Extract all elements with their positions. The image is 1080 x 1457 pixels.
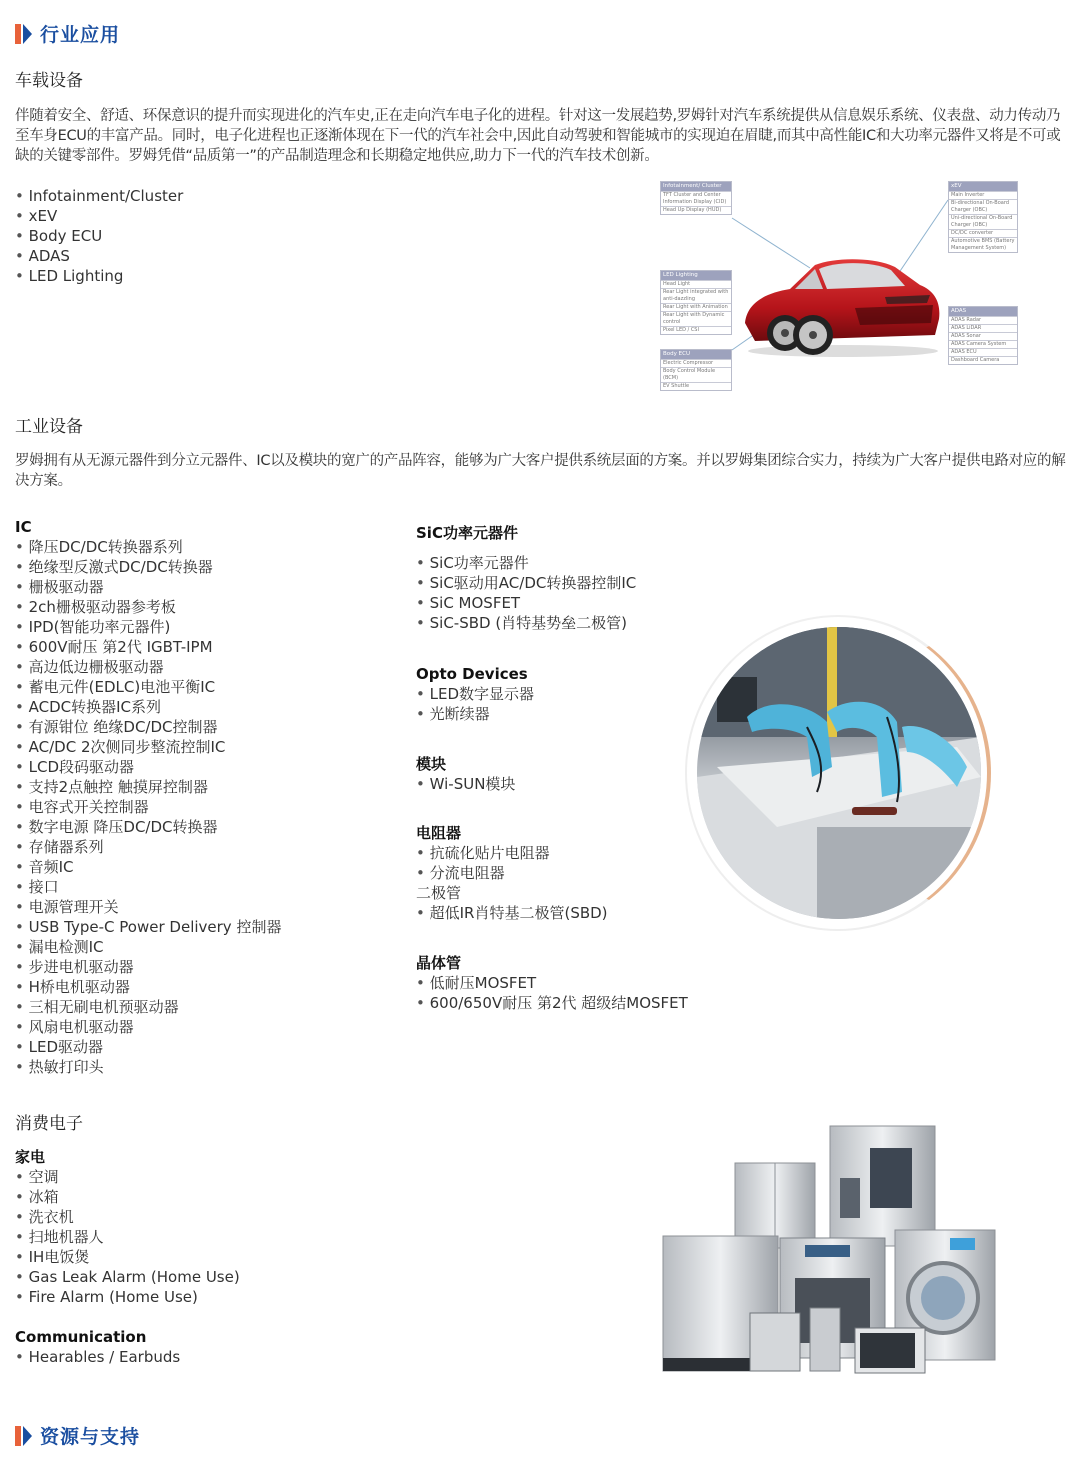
list-item: • 音频IC (15, 857, 281, 877)
list-item: • 600V耐压 第2代 IGBT-IPM (15, 637, 281, 657)
car-system-diagram (660, 178, 1025, 390)
list-item: • 漏电检测IC (15, 937, 281, 957)
list-item: • 热敏打印头 (15, 1057, 281, 1077)
section-marker-icon (15, 1426, 32, 1446)
group-heading: 晶体管 (416, 954, 462, 972)
list-item: • LCD段码驱动器 (15, 757, 281, 777)
list-item: • 降压DC/DC转换器系列 (15, 537, 281, 557)
list-item: • IH电饭煲 (15, 1247, 240, 1267)
group-heading: SiC功率元器件 (416, 524, 518, 542)
section-title: 行业应用 (40, 24, 121, 46)
module-list (416, 774, 515, 794)
factory-robot-image (685, 615, 995, 935)
list-item: • IPD(智能功率元器件) (15, 617, 281, 637)
list-item: • 存储器系列 (15, 837, 281, 857)
list-item: • 数字电源 降压DC/DC转换器 (15, 817, 281, 837)
communication-group (15, 1327, 180, 1367)
list-item: • xEV (15, 206, 183, 226)
list-item: • Gas Leak Alarm (Home Use) (15, 1267, 240, 1287)
group-heading: 家电 (15, 1148, 46, 1166)
list-item: • Infotainment/Cluster (15, 186, 183, 206)
section-header-resources (15, 1422, 140, 1449)
module-group (416, 754, 515, 794)
automotive-heading: 车载设备 (15, 71, 83, 91)
section-marker-icon (15, 24, 32, 44)
list-item: • ACDC转换器IC系列 (15, 697, 281, 717)
ic-list (15, 537, 281, 1077)
sic-group (416, 523, 636, 633)
list-item: • ADAS (15, 246, 183, 266)
communication-list (15, 1347, 180, 1367)
group-heading: Communication (15, 1328, 147, 1346)
diagram-box-led-lighting: LED Lighting Head Light Rear Light integrated with anti-dazzling Rear Light with Animation Rear Light with Dynamic control Pixel LED / CSI (660, 270, 732, 335)
list-item: • 有源钳位 绝缘DC/DC控制器 (15, 717, 281, 737)
list-item: • 抗硫化贴片电阻器 (416, 843, 608, 863)
list-item: • 电源管理开关 (15, 897, 281, 917)
list-item: • 2ch栅极驱动器参考板 (15, 597, 281, 617)
industrial-heading: 工业设备 (15, 417, 83, 437)
list-item: • 空调 (15, 1167, 240, 1187)
list-item: • 栅极驱动器 (15, 577, 281, 597)
opto-list (416, 684, 534, 724)
list-item: • SiC MOSFET (416, 593, 636, 613)
list-item: • 分流电阻器 (416, 863, 608, 883)
appliances-list (15, 1167, 240, 1307)
list-item: • 低耐压MOSFET (416, 973, 688, 993)
list-item: • 三相无刷电机预驱动器 (15, 997, 281, 1017)
list-item: • 超低IR肖特基二极管(SBD) (416, 903, 608, 923)
section-title: 资源与支持 (40, 1426, 141, 1448)
list-item: • Body ECU (15, 226, 183, 246)
list-item: • Wi-SUN模块 (416, 774, 515, 794)
list-item: • SiC驱动用AC/DC转换器控制IC (416, 573, 636, 593)
resistor-list (416, 843, 608, 883)
list-item: • SiC-SBD (肖特基势垒二极管) (416, 613, 636, 633)
car-image (735, 253, 945, 358)
industrial-description: 罗姆拥有从无源元器件到分立元器件、IC以及模块的宽广的产品阵容，能够为广大客户提供系统层面的方案。并以罗姆集团综合实力，持续为广大客户提供电路对应的解决方案。 (15, 453, 1066, 489)
group-heading: 电阻器 (416, 824, 462, 842)
group-heading: Opto Devices (416, 665, 528, 683)
opto-group (416, 664, 534, 724)
diagram-box-xev: xEV Main Inverter Bi-directional On-Board Charger (OBC) Uni-directional On-Board Charger (OBC) DC/DC converter Automotive BMS (Battery Management System) (948, 181, 1018, 253)
diagram-box-infotainment: Infotainment/ Cluster TFT Cluster and Center Information Display (CID) Head Up Display (HUD) (660, 181, 732, 215)
automotive-list (15, 186, 183, 286)
section-header-industry (15, 20, 120, 47)
list-item: • 电容式开关控制器 (15, 797, 281, 817)
list-item: • 绝缘型反激式DC/DC转换器 (15, 557, 281, 577)
list-item: • 600/650V耐压 第2代 超级结MOSFET (416, 993, 688, 1013)
diode-heading: 二极管 (416, 884, 462, 902)
home-appliances-image (655, 1118, 1000, 1376)
list-item: • 冰箱 (15, 1187, 240, 1207)
group-heading: IC (15, 518, 32, 536)
list-item: • 洗衣机 (15, 1207, 240, 1227)
list-item: • LED数字显示器 (416, 684, 534, 704)
diagram-box-body-ecu: Body ECU Electric Compressor Body Control Module (BCM) EV Shuttle (660, 349, 732, 391)
consumer-heading: 消费电子 (15, 1114, 83, 1134)
list-item: • 风扇电机驱动器 (15, 1017, 281, 1037)
list-item: • 支持2点触控 触摸屏控制器 (15, 777, 281, 797)
list-item: • USB Type-C Power Delivery 控制器 (15, 917, 281, 937)
diagram-box-adas: ADAS ADAS Radar ADAS LiDAR ADAS Sonar ADAS Camera System ADAS ECU Dashboard Camera (948, 306, 1018, 365)
transistor-list (416, 973, 688, 1013)
list-item: • 步进电机驱动器 (15, 957, 281, 977)
list-item: • Fire Alarm (Home Use) (15, 1287, 240, 1307)
sic-list (416, 553, 636, 633)
diode-list (416, 903, 608, 923)
group-heading: 模块 (416, 755, 447, 773)
robot-illustration (697, 627, 981, 919)
automotive-description: 伴随着安全、舒适、环保意识的提升而实现进化的汽车史,正在走向汽车电子化的进程。针对这一发展趋势,罗姆针对汽车系统提供从信息娱乐系统、仪表盘、动力传动乃至车身ECU的丰富产品。同时，电子化进程也正逐渐体现在下一代的汽车社会中,因此自动驾驶和智能城市的实现迫在眉睫,而其中高性能IC和大功率元器件又将是不可或缺的关键零部件。罗姆凭借“品质第一”的产品制造理念和长期稳定地供应,助力下一代的汽车技术创新。 (15, 108, 1061, 164)
list-item: • SiC功率元器件 (416, 553, 636, 573)
transistor-group (416, 953, 688, 1013)
list-item: • 高边低边栅极驱动器 (15, 657, 281, 677)
list-item: • 接口 (15, 877, 281, 897)
list-item: • Hearables / Earbuds (15, 1347, 180, 1367)
list-item: • AC/DC 2次侧同步整流控制IC (15, 737, 281, 757)
list-item: • LED Lighting (15, 266, 183, 286)
list-item: • H桥电机驱动器 (15, 977, 281, 997)
appliances-group (15, 1147, 240, 1307)
ic-group (15, 517, 281, 1077)
list-item: • 光断续器 (416, 704, 534, 724)
list-item: • 扫地机器人 (15, 1227, 240, 1247)
resistor-group (416, 823, 608, 923)
list-item: • LED驱动器 (15, 1037, 281, 1057)
list-item: • 蓄电元件(EDLC)电池平衡IC (15, 677, 281, 697)
